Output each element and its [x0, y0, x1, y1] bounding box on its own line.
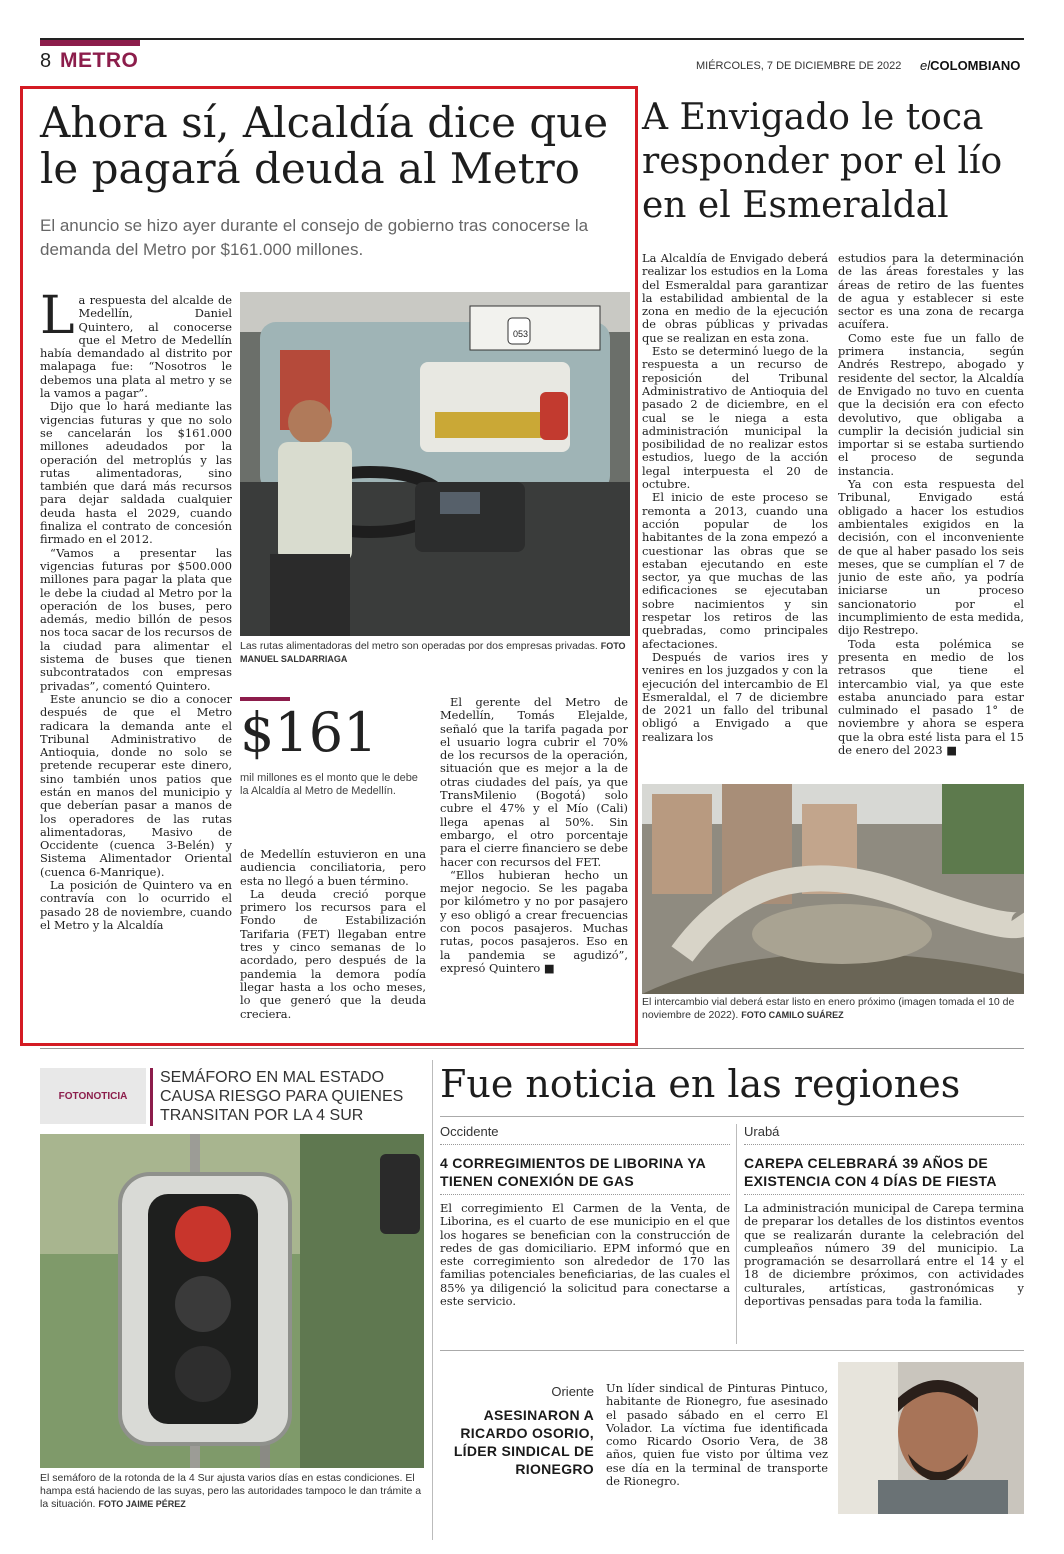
- section-color-bar: [40, 40, 140, 46]
- section-name: METRO: [60, 49, 139, 72]
- newspaper-brand: [920, 58, 1020, 73]
- edition-date: MIÉRCOLES, 7 DE DICIEMBRE DE 2022: [696, 60, 902, 72]
- story2-col1-p4: Después de varios ires y venires en los juzgados y con la ejecución del intercambio de El Esmeraldal, el 7 de diciembre de 2021 un fallo del tribunal obligó a Envigado a que realizara los: [642, 649, 828, 744]
- region-uraba: Urabá: [744, 1124, 780, 1139]
- bus-photo-caption: [240, 640, 630, 666]
- column-divider: [432, 1060, 433, 1540]
- callout-description: mil millones es el monto que le debe la Alcaldía al Metro de Medellín.: [240, 772, 418, 797]
- bus-photo-credit: FOTO MANUEL SALDARRIAGA: [240, 641, 626, 664]
- region-oriente: Oriente: [551, 1384, 594, 1399]
- interchange-construction-photo: [642, 784, 1024, 994]
- interchange-caption-text: El intercambio vial deberá estar listo en enero próximo (imagen tomada el 10 de noviembre de 2022).: [642, 996, 1015, 1021]
- traffic-caption-text: El semáforo de la rotonda de la 4 Sur ajusta varios días en estas condiciones. El hampa está haciendo de las suyas, pero las autoridades tampoco le dan trámite a la situación.: [40, 1472, 422, 1510]
- story1-col2-p2: La deuda creció porque primero los recursos para el Fondo de Estabilización Tarifaria (FET) llegaban entre tres y cinco semanas de lo acordado, pero después de la pandemia la demora podía llegar hasta a los ocho meses, lo que generó que la deuda creciera.: [240, 886, 426, 1021]
- oriente-body: [606, 1382, 828, 1488]
- bus-route-number: 053: [513, 329, 529, 339]
- story2-col2-p3: Ya con esta respuesta del Tribunal, Envigado está obligado a hacer los estudios ambientales exigidos en la decisión, con el inconveniente de que al haber pasado los seis meses, que se cumplían el 7 de junio de este año, ya podría iniciarse un proceso sancionatorio por el incumplimiento de esta medida, dijo Restrepo.: [838, 477, 1024, 638]
- story2-col2-p2: Como este fue un fallo de primera instancia, según Andrés Restrepo, abogado y residente del sector, la Alcaldía de Envigado no tuvo en cuenta que la decisión era con efecto devolutivo, que obligaba a cumplir la decisión judicial sin importar si se estaba surtiendo el proceso de segunda instancia.: [838, 330, 1024, 478]
- fotonoticia-bar: [150, 1068, 153, 1126]
- traffic-light-caption: [40, 1472, 424, 1511]
- top-rule: [40, 38, 1024, 40]
- story1-col1-p2: Dijo que lo hará mediante las vigencias futuras y que no solo se cancelarán los $161.000 millones adeudados por la operación del metroplús y las rutas alimentadoras, sino también que dará más recursos para dejar saldada cualquier deuda hasta el 2029, cuando finaliza el contrato de concesión firmado en el 2012.: [40, 399, 232, 547]
- story2-headline: A Envigado le toca responder por el lío en el Esmeraldal: [642, 97, 1003, 226]
- oriente-text: Un líder sindical de Pinturas Pintuco, habitante de Rionegro, fue asesinado el pasado sábado en el cerro El Volador. La víctima fue identificada como Ricardo Osorio Vera, de 38 años, quien fue visto por última vez ese día en la terminal de transporte de Rionegro.: [606, 1381, 828, 1489]
- occidente-rule: [440, 1144, 730, 1145]
- story1-col3-p1: El gerente del Metro de Medellín, Tomás Elejalde, señaló que la tarifa pagada por el usuario logra cubrir el 70% de los recursos de la operación, situación que es mejor a la de otras ciudades del país, ya que TransMilenio (Bogotá) solo cubre el 47% y el Mío (Cali) llega apenas al 50%. Sin embargo, el otro porcentaje para el cierre financiero se debe hacer con recursos del FET.: [440, 696, 628, 869]
- callout-number: $161: [240, 701, 378, 764]
- victim-portrait-photo: [838, 1362, 1024, 1514]
- bus-driver-photo: [240, 292, 630, 636]
- brand-name: COLOMBIANO: [930, 58, 1021, 73]
- regions-headline: Fue noticia en las regiones: [440, 1062, 961, 1106]
- story1-col2-p1: de Medellín estuvieron en una audiencia conciliatoria, pero esta no llegó a buen término.: [240, 848, 426, 888]
- construction-illustration: [642, 784, 1024, 994]
- story2-col2-p4: Toda esta polémica se presenta en medio de los retrasos que tiene el intercambio vial, ya que este estaba anunciado para estar culminado el pasado 1° de noviembre y ahora se espera que la obra esté lista para el 15 de enero del 2023 ■: [838, 636, 1024, 757]
- uraba-rule: [744, 1144, 1024, 1145]
- story1-column-1: [40, 294, 232, 1034]
- story1-column-2: [240, 848, 426, 1034]
- story1-col1-p5: La posición de Quintero va en contravía con lo ocurrido el pasado 28 de noviembre, cuando el Metro y la Alcaldía: [40, 878, 232, 932]
- uraba-text: La administración municipal de Carepa termina de preparar los detalles de los distintos eventos que se realizarán durante la celebración del cumpleaños número 39 del municipio. La programación se desarrollará entre el 14 y el 18 de diciembre próximos, con actividades culturales, artísticas, gastronómicas y deportivas pensadas para toda la familia.: [744, 1201, 1024, 1309]
- occidente-body: [440, 1202, 730, 1308]
- interchange-photo-credit: FOTO CAMILO SUÁREZ: [741, 1010, 844, 1020]
- bus-interior-illustration: [240, 292, 630, 636]
- story2-col1-p3: El inicio de este proceso se remonta a 2013, cuando una acción popular de los habitantes de la zona empezó a cuestionar las obras que se estaban ejecutando en este sector, ya que muchas de las edificaciones se ejecutaban sobre nacimientos y sin respetar los retiros de las quebradas, como principales afectaciones.: [642, 490, 828, 651]
- uraba-body: [744, 1202, 1024, 1308]
- story1-headline: Ahora sí, Alcaldía dice que le pagará deuda al Metro: [40, 98, 609, 193]
- occidente-rule-2: [440, 1194, 730, 1195]
- traffic-light-illustration: [40, 1134, 424, 1468]
- story2-col2-p1: estudios para la determinación de las áreas forestales y las áreas de retiro de las fuentes de agua y establecer si este sector es una zona de recarga acuífera.: [838, 252, 1024, 332]
- uraba-title: CAREPA CELEBRARÁ 39 AÑOS DE EXISTENCIA CON 4 DÍAS DE FIESTA: [744, 1155, 997, 1189]
- uraba-rule-2: [744, 1194, 1024, 1195]
- traffic-photo-credit: FOTO JAIME PÉREZ: [98, 1499, 186, 1509]
- story2-col1-p2: Esto se determinó luego de la respuesta a un recurso de reposición del Tribunal Administrativo de Antioquia del pasado 2 de diciembre, en el cual se le niega a esta administración municipal la posibilidad de no realizar estos estudios, luego de la acción legal interpuesta el 20 de octubre.: [642, 344, 828, 492]
- portrait-illustration: [838, 1362, 1024, 1514]
- interchange-photo-caption: [642, 996, 1024, 1022]
- story1-col1-p3: “Vamos a presentar las vigencias futuras por $500.000 millones para pagar la plata que le debe la ciudad al Metro por la operación de los buses, pero además, medio billón de pesos nos toca sacar de los recursos de la ciudad para alimentar el sistema de buses que tienen subcontratados con empresas privadas”, comentó Quintero.: [40, 545, 232, 693]
- oriente-top-rule: [440, 1350, 1024, 1351]
- story2-column-2: [838, 252, 1024, 772]
- story1-dek: El anuncio se hizo ayer durante el consejo de gobierno tras conocerse la demanda del Metro por $161.000 millones.: [40, 216, 589, 259]
- brand-prefix: el: [920, 58, 931, 73]
- story1-col3-p2: “Ellos hubieran hecho un mejor negocio. Se les pagaba por kilómetro y no por pasajero y eso obligó a crear frecuencias con pocos pasajeros. Muchas rutas, pocos pasajeros. Eso en la pandemia se agudizó”, expresó Quintero ■: [440, 867, 628, 975]
- region-occidente: Occidente: [440, 1124, 499, 1139]
- story1-col1-p1: a respuesta del alcalde de Medellín, Daniel Quintero, al conocerse que el Metro de Medellín había demandado al distrito por malapaga fue: “Nosotros le debemos una plata al metro y se la vamos a pagar”.: [40, 294, 232, 401]
- fotonoticia-title: SEMÁFORO EN MAL ESTADO CAUSA RIESGO PARA QUIENES TRANSITAN POR LA 4 SUR: [160, 1069, 404, 1124]
- story2-col1-p1: La Alcaldía de Envigado deberá realizar los estudios en la Loma del Esmeraldal para garantizar la estabilidad ambiental de la zona en medio de la ejecución de obras públicas y privadas que se realizan en esta zona.: [642, 252, 828, 345]
- story2-column-1: [642, 252, 828, 772]
- section-divider: [40, 1048, 1024, 1049]
- page-number: 8: [40, 50, 52, 72]
- occidente-text: El corregimiento El Carmen de la Venta, de Liborina, es el cuarto de ese municipio en el que los hogares se benefician con la construcción de redes de gas domiciliario. EPM informó que en este corregimiento son alrededor de 170 las familias potenciales beneficiarias, de las cuales el 85% ya diligenció la solicitud para conectarse a este servicio.: [440, 1201, 730, 1309]
- traffic-light-photo: [40, 1134, 424, 1468]
- regions-rule: [440, 1116, 1024, 1117]
- occidente-title: 4 CORREGIMIENTOS DE LIBORINA YA TIENEN CONEXIÓN DE GAS: [440, 1155, 706, 1189]
- oriente-title: ASESINARON A RICARDO OSORIO, LÍDER SINDICAL DE RIONEGRO: [453, 1407, 594, 1477]
- region-column-divider: [736, 1124, 737, 1344]
- dropcap: L: [40, 294, 75, 346]
- story1-col1-p4: Este anuncio se dio a conocer después de que el Metro radicara la demanda ante el Tribunal Administrativo de Antioquia, donde no solo se pretende recuperar este dinero, sino también unos patios que están en manos del municipio y que deberían pasar a manos de los operadores de las rutas alimentadoras, Masivo de Occidente (cuenca 3-Belén) y Sistema Alimentador Oriental (cuenca 6-Manrique).: [40, 691, 232, 879]
- fotonoticia-label: FOTONOTICIA: [40, 1068, 146, 1124]
- bus-caption-text: Las rutas alimentadoras del metro son operadas por dos empresas privadas.: [240, 640, 598, 652]
- story1-column-3: [440, 696, 628, 1034]
